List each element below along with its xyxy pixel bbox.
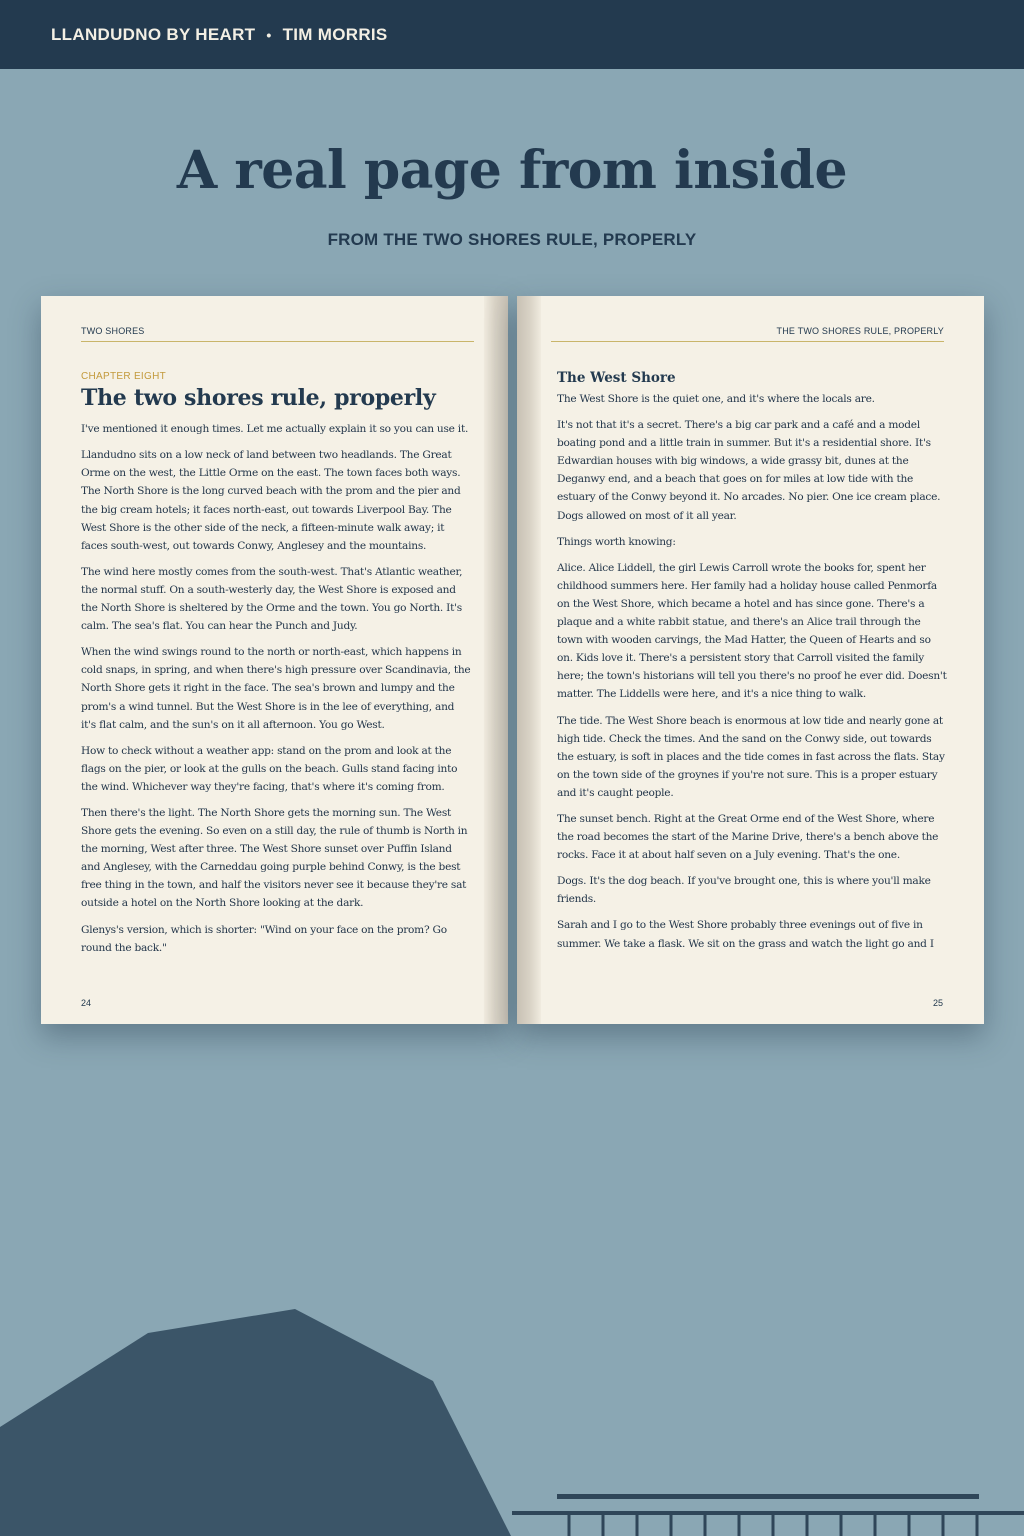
body-paragraph: Things worth knowing: [557,535,676,548]
running-head: TWO SHORES [81,326,145,336]
page-content [81,371,472,965]
running-head: THE TWO SHORES RULE, PROPERLY [776,326,944,336]
pier-posts [569,1513,977,1536]
body-paragraph: Glenys's version, which is shorter: "Wind on your face on the prom? Go round the back." [81,923,447,954]
top-bar [0,0,1024,69]
page-number: 25 [932,998,943,1008]
hero-title: A real page from inside [176,140,848,201]
page-gutter [517,296,541,1024]
body-paragraph: The sunset bench. Right at the Great Orme end of the West Shore, where the road becomes the start of the Marine Drive, there's a bench above the rocks. Face it at about half seven on a July evening. That's the one. [557,812,939,862]
body-paragraph: Dogs. It's the dog beach. If you've brought one, this is where you'll make friends. [557,875,931,906]
body-paragraph: The West Shore is the quiet one, and it's where the locals are. [557,393,875,405]
body-paragraph: The tide. The West Shore beach is enormous at low tide and nearly gone at high tide. Check the times. And the sand on the Conwy side, out towards the estuary, is soft in places and the tide comes in fast across the flats. Stay on the town side of the groynes if you're not sure. This is a proper estuary and it's caught people. [557,714,945,799]
body-paragraph: The wind here mostly comes from the south-west. That's Atlantic weather, the normal stuff. On a south-westerly day, the West Shore is exposed and the North Shore is sheltered by the Orme and the town. You go North. It's calm. The sea's flat. You can hear the Punch and Judy. [81,565,463,633]
body-paragraph: Llandudno sits on a low neck of land between two headlands. The Great Orme on the west, the Little Orme on the east. The town faces both ways. The North Shore is the long curved beach with the prom and the pier and the big cream hotels; it faces north-east, out towards Liverpool Bay. The West Shore is the other side of the neck, a fifteen-minute walk away; it faces south-west, out towards Conwy, Anglesey and the mountains. [81,449,461,552]
headland-shape [0,1309,511,1536]
body-paragraph: Then there's the light. The North Shore gets the morning sun. The West Shore gets the evening. So even on a still day, the rule of thumb is North in the morning, West after three. The West Shore sunset over Puffin Island and Anglesey, with the Carneddau going purple behind Conwy, is the best free thing in the town, and half the visitors never see it because they're sat outside a hotel on the North Shore looking at the dark. [81,806,468,910]
book-title: LLANDUDNO BY HEART [51,24,256,44]
hero-subtitle: FROM THE TWO SHORES RULE, PROPERLY [327,230,697,249]
book-page-left [41,296,508,1024]
author-name: TIM MORRIS [282,24,388,44]
chapter-title: The two shores rule, properly [81,385,436,411]
body-paragraph: How to check without a weather app: stand on the prom and look at the flags on the pier, or look at the gulls on the beach. Gulls stand facing into the wind. Whichever way they're facing, that's where it's coming from. [81,744,458,793]
section-title: The West Shore [557,370,676,386]
header-rule [81,341,474,342]
pier-deck [512,1511,1024,1515]
pier-rail [557,1494,979,1499]
body-paragraph: Sarah and I go to the West Shore probably three evenings out of five in summer. We take a flask. We sit on the grass and watch the light go and I [557,919,934,950]
body-paragraph: I've mentioned it enough times. Let me actually explain it so you can use it. [81,423,469,436]
page-gutter [484,296,508,1024]
chapter-label: CHAPTER EIGHT [81,371,167,382]
page-number: 24 [81,998,92,1008]
book-page-right [517,296,984,1024]
header-rule [551,341,944,342]
body-paragraph: When the wind swings round to the north or north-east, which happens in cold snaps, in spring, and when there's high pressure over Scandinavia, the North Shore gets it right in the face. The sea's brown and lumpy and the prom's a wind tunnel. But the West Shore is in the lee of everything, and it's flat calm, and the sun's on it all afternoon. You go West. [81,646,471,731]
page-content [557,370,948,961]
body-paragraph: It's not that it's a secret. There's a big car park and a café and a model boating pond and a little train in summer. But it's a residential shore. It's Edwardian houses with big windows, a wide grassy bit, dunes at the Deganwy end, and a beach that goes on for miles at low tide with the estuary of the Conwy beyond it. No arcades. No pier. One ice cream place. Dogs allowed on most of it all year. [557,419,941,522]
body-paragraph: Alice. Alice Liddell, the girl Lewis Carroll wrote the books for, spent her childhood summers here. Her family had a holiday house called Penmorfa on the West Shore, which became a hotel and has since gone. There's a plaque and a white rabbit statue, and there's an Alice trail through the town with wooden carvings, the Mad Hatter, the Queen of Hearts and so on. Kids love it. There's a persistent story that Carroll visited the family here; the town's historians will tell you there's no proof he ever did. Doesn't matter. The Liddells were here, and it's a nice thing to walk. [557,561,947,701]
separator-dot: • [266,26,272,43]
